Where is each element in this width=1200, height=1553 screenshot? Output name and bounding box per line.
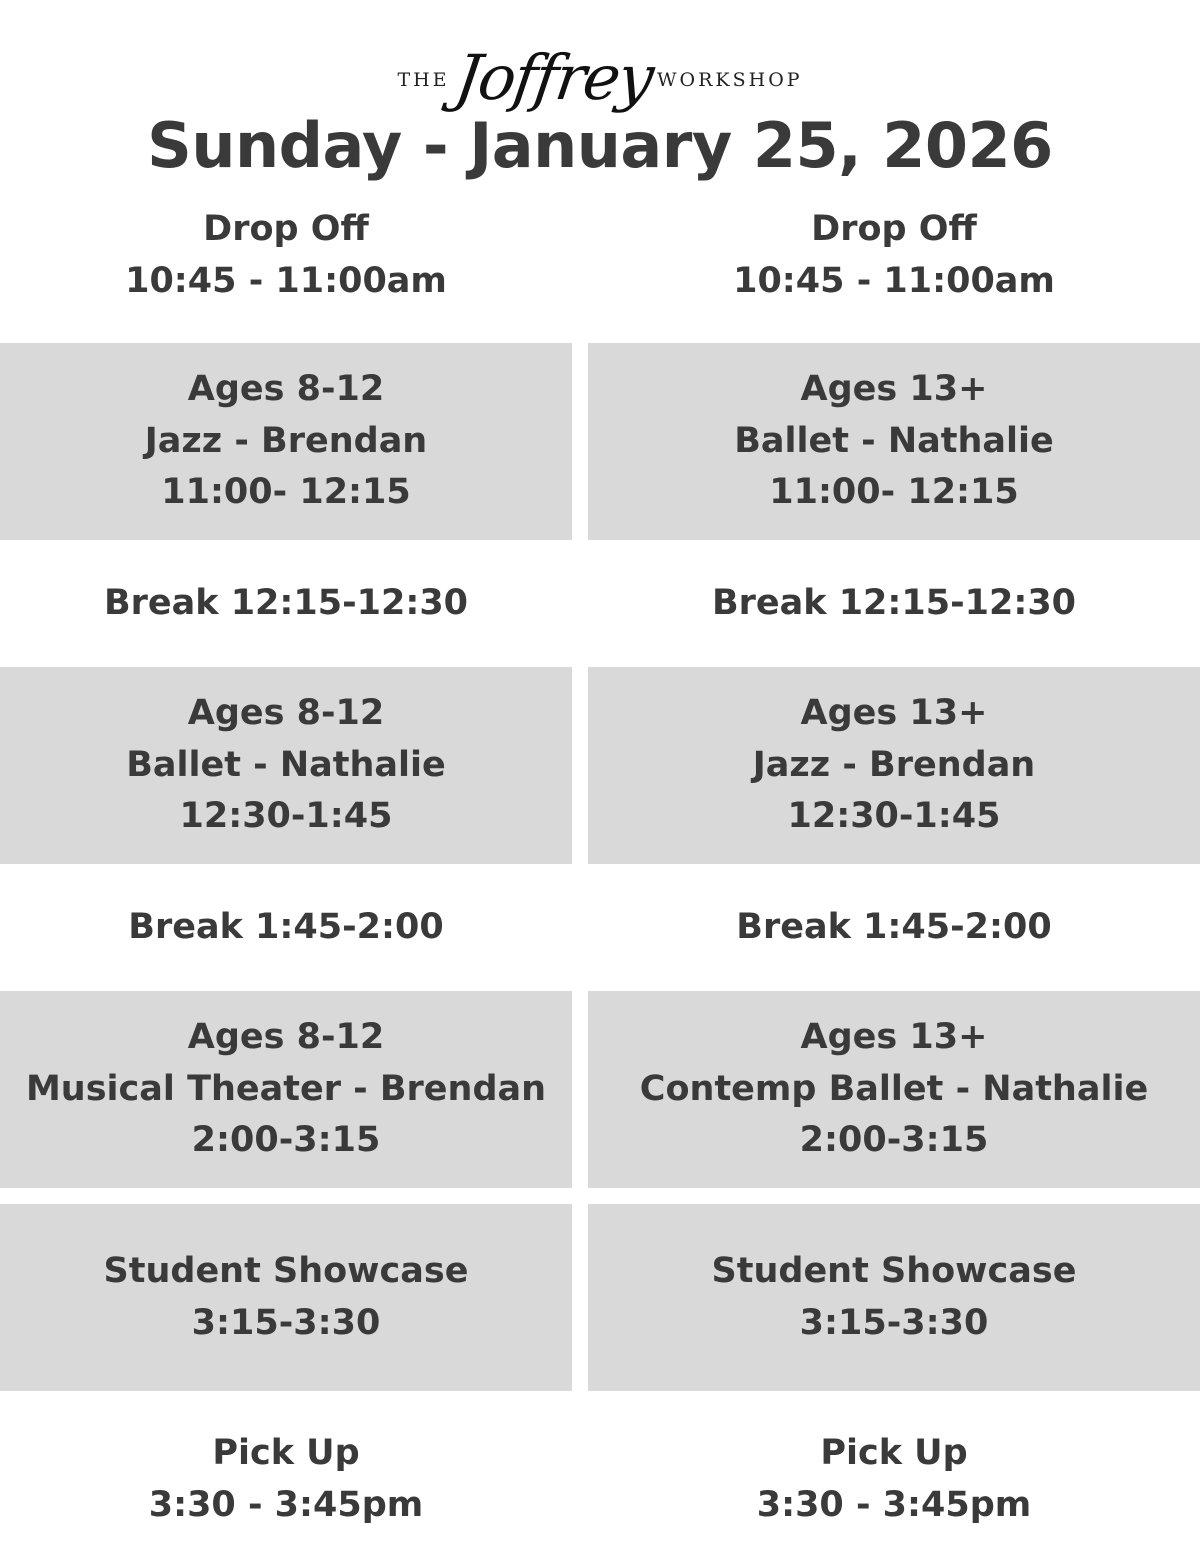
pick-up-time: 3:30 - 3:45pm <box>756 1484 1032 1525</box>
class-name: Musical Theater - Brendan <box>25 1068 547 1109</box>
showcase-label: Student Showcase <box>103 1251 469 1291</box>
class-time: 11:00- 12:15 <box>769 472 1019 513</box>
class-name: Contemp Ballet - Nathalie <box>639 1068 1149 1109</box>
drop-off-label: Drop Off <box>203 209 369 249</box>
left-pick-up <box>0 1427 572 1532</box>
right-break-1 <box>588 540 1200 667</box>
class-ages: Ages 13+ <box>800 693 988 734</box>
class-time: 12:30-1:45 <box>179 796 393 837</box>
left-class-3 <box>0 991 572 1188</box>
logo-script-wordmark: Joffrey <box>450 41 657 114</box>
left-class-1 <box>0 343 572 540</box>
class-name: Ballet - Nathalie <box>734 420 1054 461</box>
showcase-time: 3:15-3:30 <box>799 1302 989 1343</box>
class-time: 2:00-3:15 <box>191 1120 381 1161</box>
break-text: Break 12:15-12:30 <box>711 582 1077 623</box>
break-text: Break 1:45-2:00 <box>736 906 1052 947</box>
class-time: 12:30-1:45 <box>787 796 1001 837</box>
right-break-2 <box>588 864 1200 991</box>
left-break-2 <box>0 864 572 991</box>
right-showcase <box>588 1204 1200 1391</box>
class-ages: Ages 13+ <box>800 369 988 410</box>
right-class-1 <box>588 343 1200 540</box>
showcase-time: 3:15-3:30 <box>191 1302 381 1343</box>
class-ages: Ages 8-12 <box>187 1017 385 1058</box>
page-title: Sunday - January 25, 2026 <box>147 109 1053 182</box>
class-time: 11:00- 12:15 <box>161 472 411 513</box>
class-ages: Ages 13+ <box>800 1017 988 1058</box>
class-ages: Ages 8-12 <box>187 369 385 410</box>
left-break-1 <box>0 540 572 667</box>
showcase-label: Student Showcase <box>711 1251 1077 1291</box>
break-text: Break 12:15-12:30 <box>103 582 469 623</box>
left-class-2 <box>0 667 572 864</box>
class-name: Jazz - Brendan <box>144 420 428 461</box>
class-time: 2:00-3:15 <box>799 1120 989 1161</box>
right-drop-off <box>588 203 1200 308</box>
pick-up-label: Pick Up <box>820 1433 968 1473</box>
class-name: Ballet - Nathalie <box>126 744 446 785</box>
left-drop-off <box>0 203 572 308</box>
left-showcase <box>0 1204 572 1391</box>
drop-off-time: 10:45 - 11:00am <box>733 260 1055 301</box>
pick-up-label: Pick Up <box>212 1433 360 1473</box>
right-class-3 <box>588 991 1200 1188</box>
logo-suffix: WORKSHOP <box>657 69 803 91</box>
pick-up-time: 3:30 - 3:45pm <box>148 1484 424 1525</box>
drop-off-label: Drop Off <box>811 209 977 249</box>
right-pick-up <box>588 1427 1200 1532</box>
right-class-2 <box>588 667 1200 864</box>
logo-prefix: THE <box>397 69 450 91</box>
class-name: Jazz - Brendan <box>752 744 1036 785</box>
class-ages: Ages 8-12 <box>187 693 385 734</box>
drop-off-time: 10:45 - 11:00am <box>125 260 447 301</box>
break-text: Break 1:45-2:00 <box>128 906 444 947</box>
